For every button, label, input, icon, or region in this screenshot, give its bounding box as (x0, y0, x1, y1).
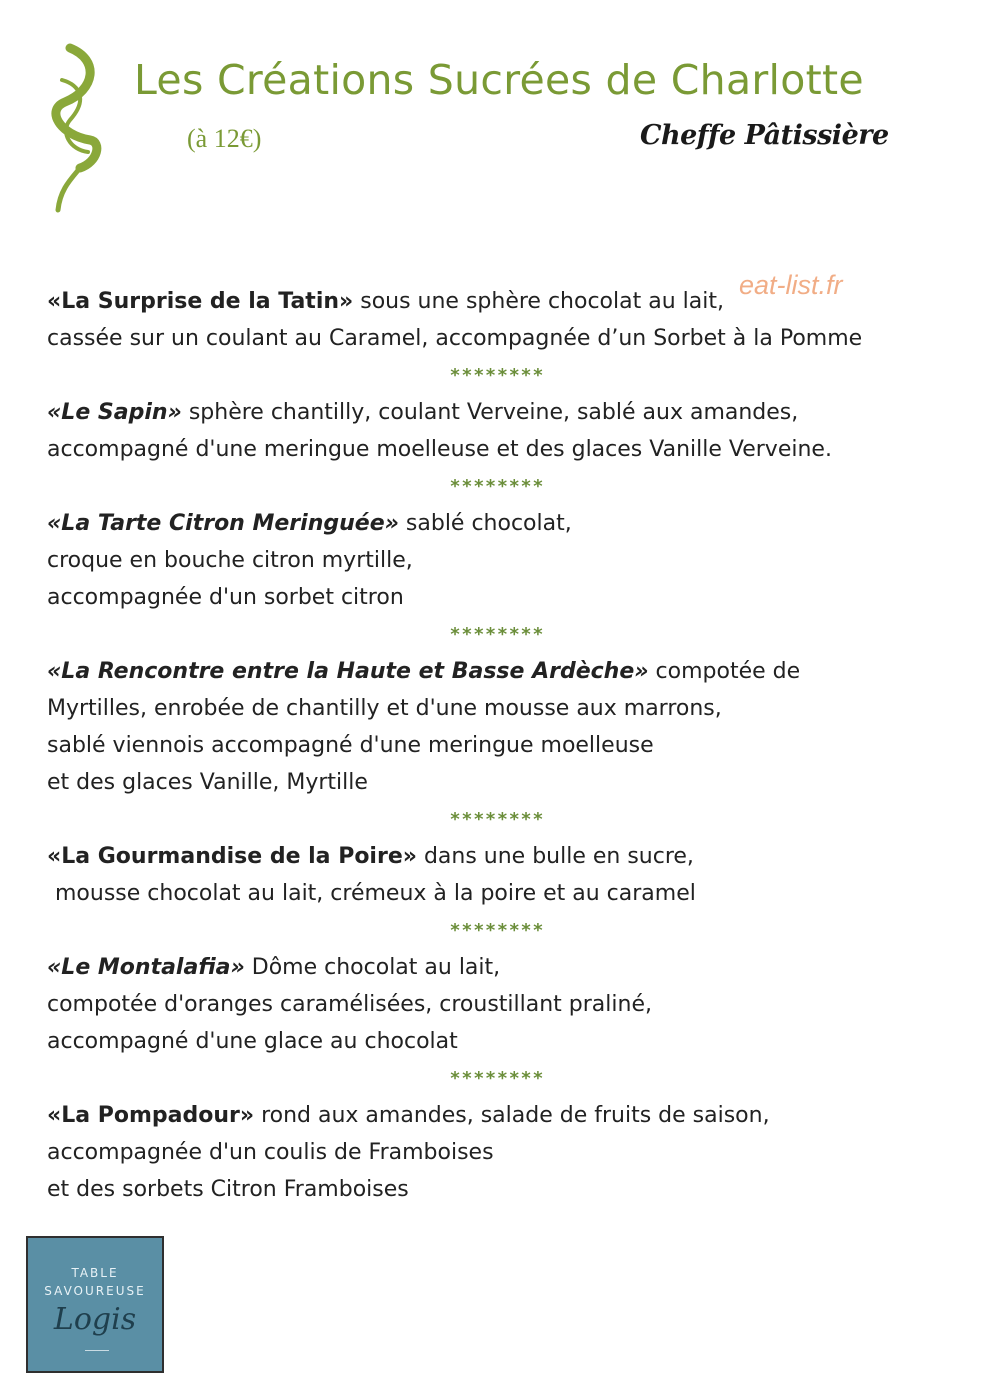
dessert-description: sphère chantilly, coulant Verveine, sablé aux amandes, (181, 400, 799, 425)
dessert-line (47, 394, 947, 431)
dessert-name: «La Gourmandise de la Poire» (47, 844, 417, 869)
badge-logis-script: Logis (53, 1302, 137, 1337)
dessert-item (47, 949, 947, 1060)
dessert-name: «Le Montalafia» (47, 955, 245, 980)
dessert-name: «La Surprise de la Tatin» (47, 289, 354, 314)
dessert-description: compotée de (648, 659, 801, 684)
dessert-line: Myrtilles, enrobée de chantilly et d'une mousse aux marrons, (47, 696, 722, 721)
star-separator: ******** (449, 920, 545, 941)
dessert-description: sablé chocolat, (398, 511, 572, 536)
badge-divider (85, 1350, 109, 1351)
dessert-line (47, 653, 947, 690)
dessert-line: sablé viennois accompagné d'une meringue moelleuse (47, 733, 654, 758)
dessert-line: et des glaces Vanille, Myrtille (47, 770, 368, 795)
menu-title: Les Créations Sucrées de Charlotte (134, 56, 864, 104)
badge-line-table: TABLE (71, 1266, 119, 1280)
star-separator: ******** (449, 1068, 545, 1089)
logis-badge (26, 1236, 164, 1373)
price-label: (à 12€) (187, 124, 262, 153)
star-separator: ******** (449, 476, 545, 497)
dessert-line (47, 949, 947, 986)
dessert-description: sous une sphère chocolat au lait, (353, 289, 724, 314)
dessert-item (47, 394, 947, 468)
dessert-name: «Le Sapin» (47, 400, 182, 425)
dessert-name: «La Rencontre entre la Haute et Basse Ardèche» (47, 659, 649, 684)
badge-line-savoureuse: SAVOUREUSE (44, 1284, 146, 1298)
dessert-name: «La Pompadour» (47, 1103, 255, 1128)
dessert-line (47, 283, 947, 320)
dessert-line (47, 505, 947, 542)
watermark-text: eat-list.fr (739, 270, 843, 300)
dessert-line: mousse chocolat au lait, crémeux à la poire et au caramel (55, 881, 696, 906)
dessert-line (47, 1097, 947, 1134)
star-separator: ******** (449, 624, 545, 645)
dessert-line: croque en bouche citron myrtille, (47, 548, 413, 573)
dessert-line: accompagné d'une glace au chocolat (47, 1029, 458, 1054)
star-separator: ******** (449, 809, 545, 830)
dessert-list (47, 283, 947, 1208)
dessert-item (47, 1097, 947, 1208)
dessert-description: dans une bulle en sucre, (416, 844, 694, 869)
dessert-line (47, 838, 947, 875)
dessert-line: accompagné d'une meringue moelleuse et des glaces Vanille Verveine. (47, 437, 832, 462)
dessert-line: et des sorbets Citron Framboises (47, 1177, 409, 1202)
dessert-line: accompagnée d'un sorbet citron (47, 585, 404, 610)
star-separator: ******** (449, 365, 545, 386)
dessert-item (47, 653, 947, 801)
dessert-item (47, 283, 947, 357)
dessert-item (47, 505, 947, 616)
dessert-description: Dôme chocolat au lait, (244, 955, 501, 980)
dessert-item (47, 838, 947, 912)
dessert-line: compotée d'oranges caramélisées, croustillant praliné, (47, 992, 652, 1017)
chef-title: Cheffe Pâtissière (640, 120, 889, 151)
dessert-line: cassée sur un coulant au Caramel, accompagnée d’un Sorbet à la Pomme (47, 326, 863, 351)
dessert-name: «La Tarte Citron Meringuée» (47, 511, 399, 536)
dessert-line: accompagnée d'un coulis de Framboises (47, 1140, 494, 1165)
swirl-logo-icon (40, 40, 110, 215)
dessert-description: rond aux amandes, salade de fruits de saison, (254, 1103, 770, 1128)
